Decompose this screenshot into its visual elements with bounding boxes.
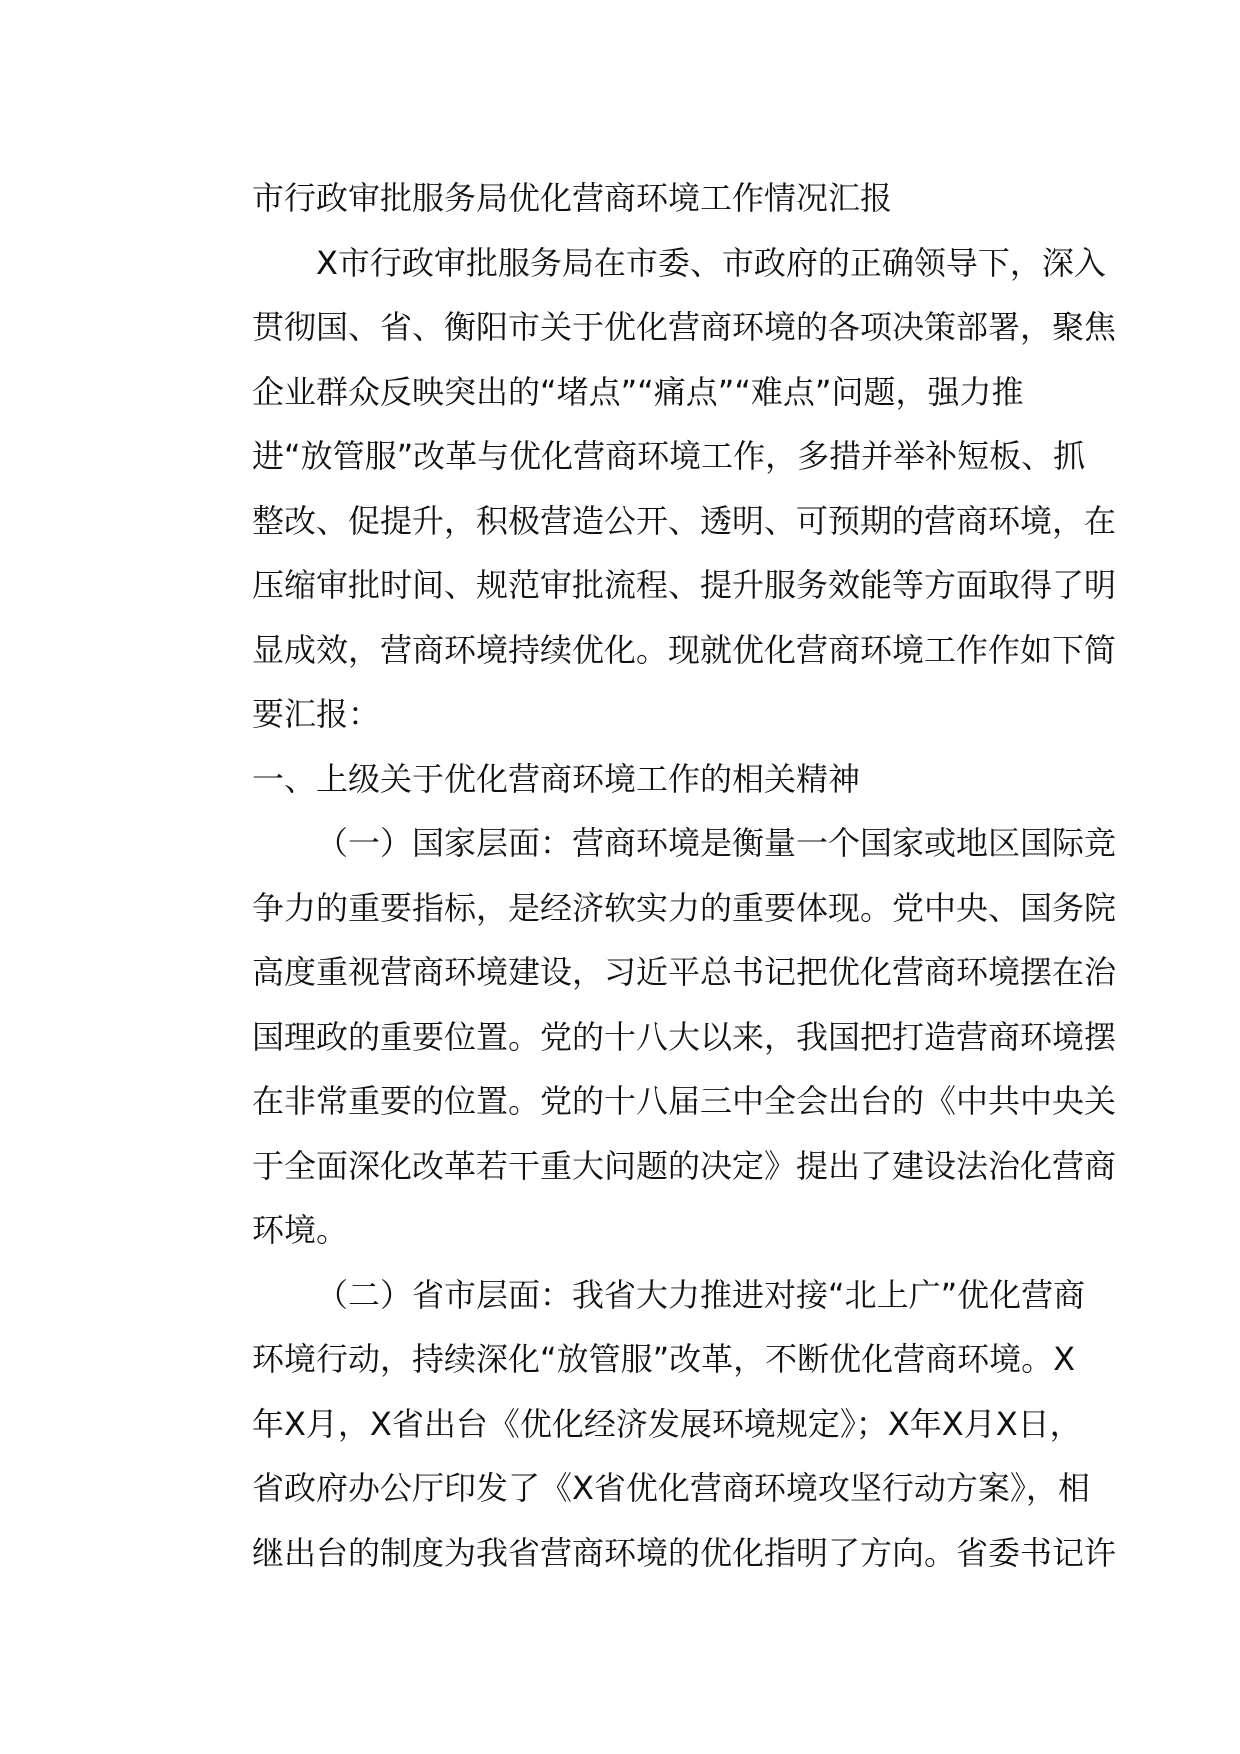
- intro-line: 贯彻国、省、衡阳市关于优化营商环境的各项决策部署，聚焦: [252, 308, 1117, 346]
- document-title: 市行政审批服务局优化营商环境工作情况汇报: [252, 179, 893, 217]
- paragraph-line: 环境行动，持续深化“放管服”改革，不断优化营商环境。X: [252, 1340, 1076, 1378]
- paragraph-line: 环境。: [252, 1211, 349, 1249]
- document-body: [188, 166, 1117, 1585]
- intro-paragraph: [188, 231, 1117, 747]
- intro-line: 整改、促提升，积极营造公开、透明、可预期的营商环境，在: [252, 501, 1117, 540]
- intro-line: 要汇报：: [252, 695, 381, 733]
- intro-line: 显成效，营商环境持续优化。现就优化营商环境工作作如下简: [252, 630, 1117, 669]
- paragraph-line: 争力的重要指标，是经济软实力的重要体现。党中央、国务院: [252, 888, 1117, 927]
- paragraph-line: 高度重视营商环境建设，习近平总书记把优化营商环境摆在治: [252, 953, 1117, 991]
- paragraph-line: 在非常重要的位置。党的十八届三中全会出台的《中共中央关: [252, 1082, 1117, 1120]
- national-level-paragraph: [188, 811, 1117, 1263]
- paragraph-line: 国理政的重要位置。党的十八大以来，我国把打造营商环境摆: [252, 1017, 1117, 1056]
- intro-line: X市行政审批服务局在市委、市政府的正确领导下，深入: [316, 243, 1106, 282]
- intro-line: 企业群众反映突出的“堵点”“痛点”“难点”问题，强力推: [252, 372, 1024, 411]
- paragraph-line: 年X月，X省出台《优化经济发展环境规定》；X年X月X日，: [252, 1404, 1082, 1443]
- paragraph-line: （二）省市层面：我省大力推进对接“北上广”优化营商: [316, 1275, 1086, 1314]
- paragraph-line: 继出台的制度为我省营商环境的优化指明了方向。省委书记许: [252, 1533, 1117, 1572]
- intro-line: 压缩审批时间、规范审批流程、提升服务效能等方面取得了明: [252, 566, 1117, 604]
- paragraph-line: 于全面深化改革若干重大问题的决定》提出了建设法治化营商: [252, 1146, 1117, 1185]
- paragraph-line: （一）国家层面：营商环境是衡量一个国家或地区国际竞: [316, 824, 1117, 862]
- intro-line: 进“放管服”改革与优化营商环境工作，多措并举补短板、抓: [252, 437, 1086, 475]
- provincial-level-paragraph: [188, 1263, 1117, 1586]
- section-heading: 一、上级关于优化营商环境工作的相关精神: [252, 759, 861, 798]
- paragraph-line: 省政府办公厅印发了《X省优化营商环境攻坚行动方案》，相: [252, 1469, 1090, 1507]
